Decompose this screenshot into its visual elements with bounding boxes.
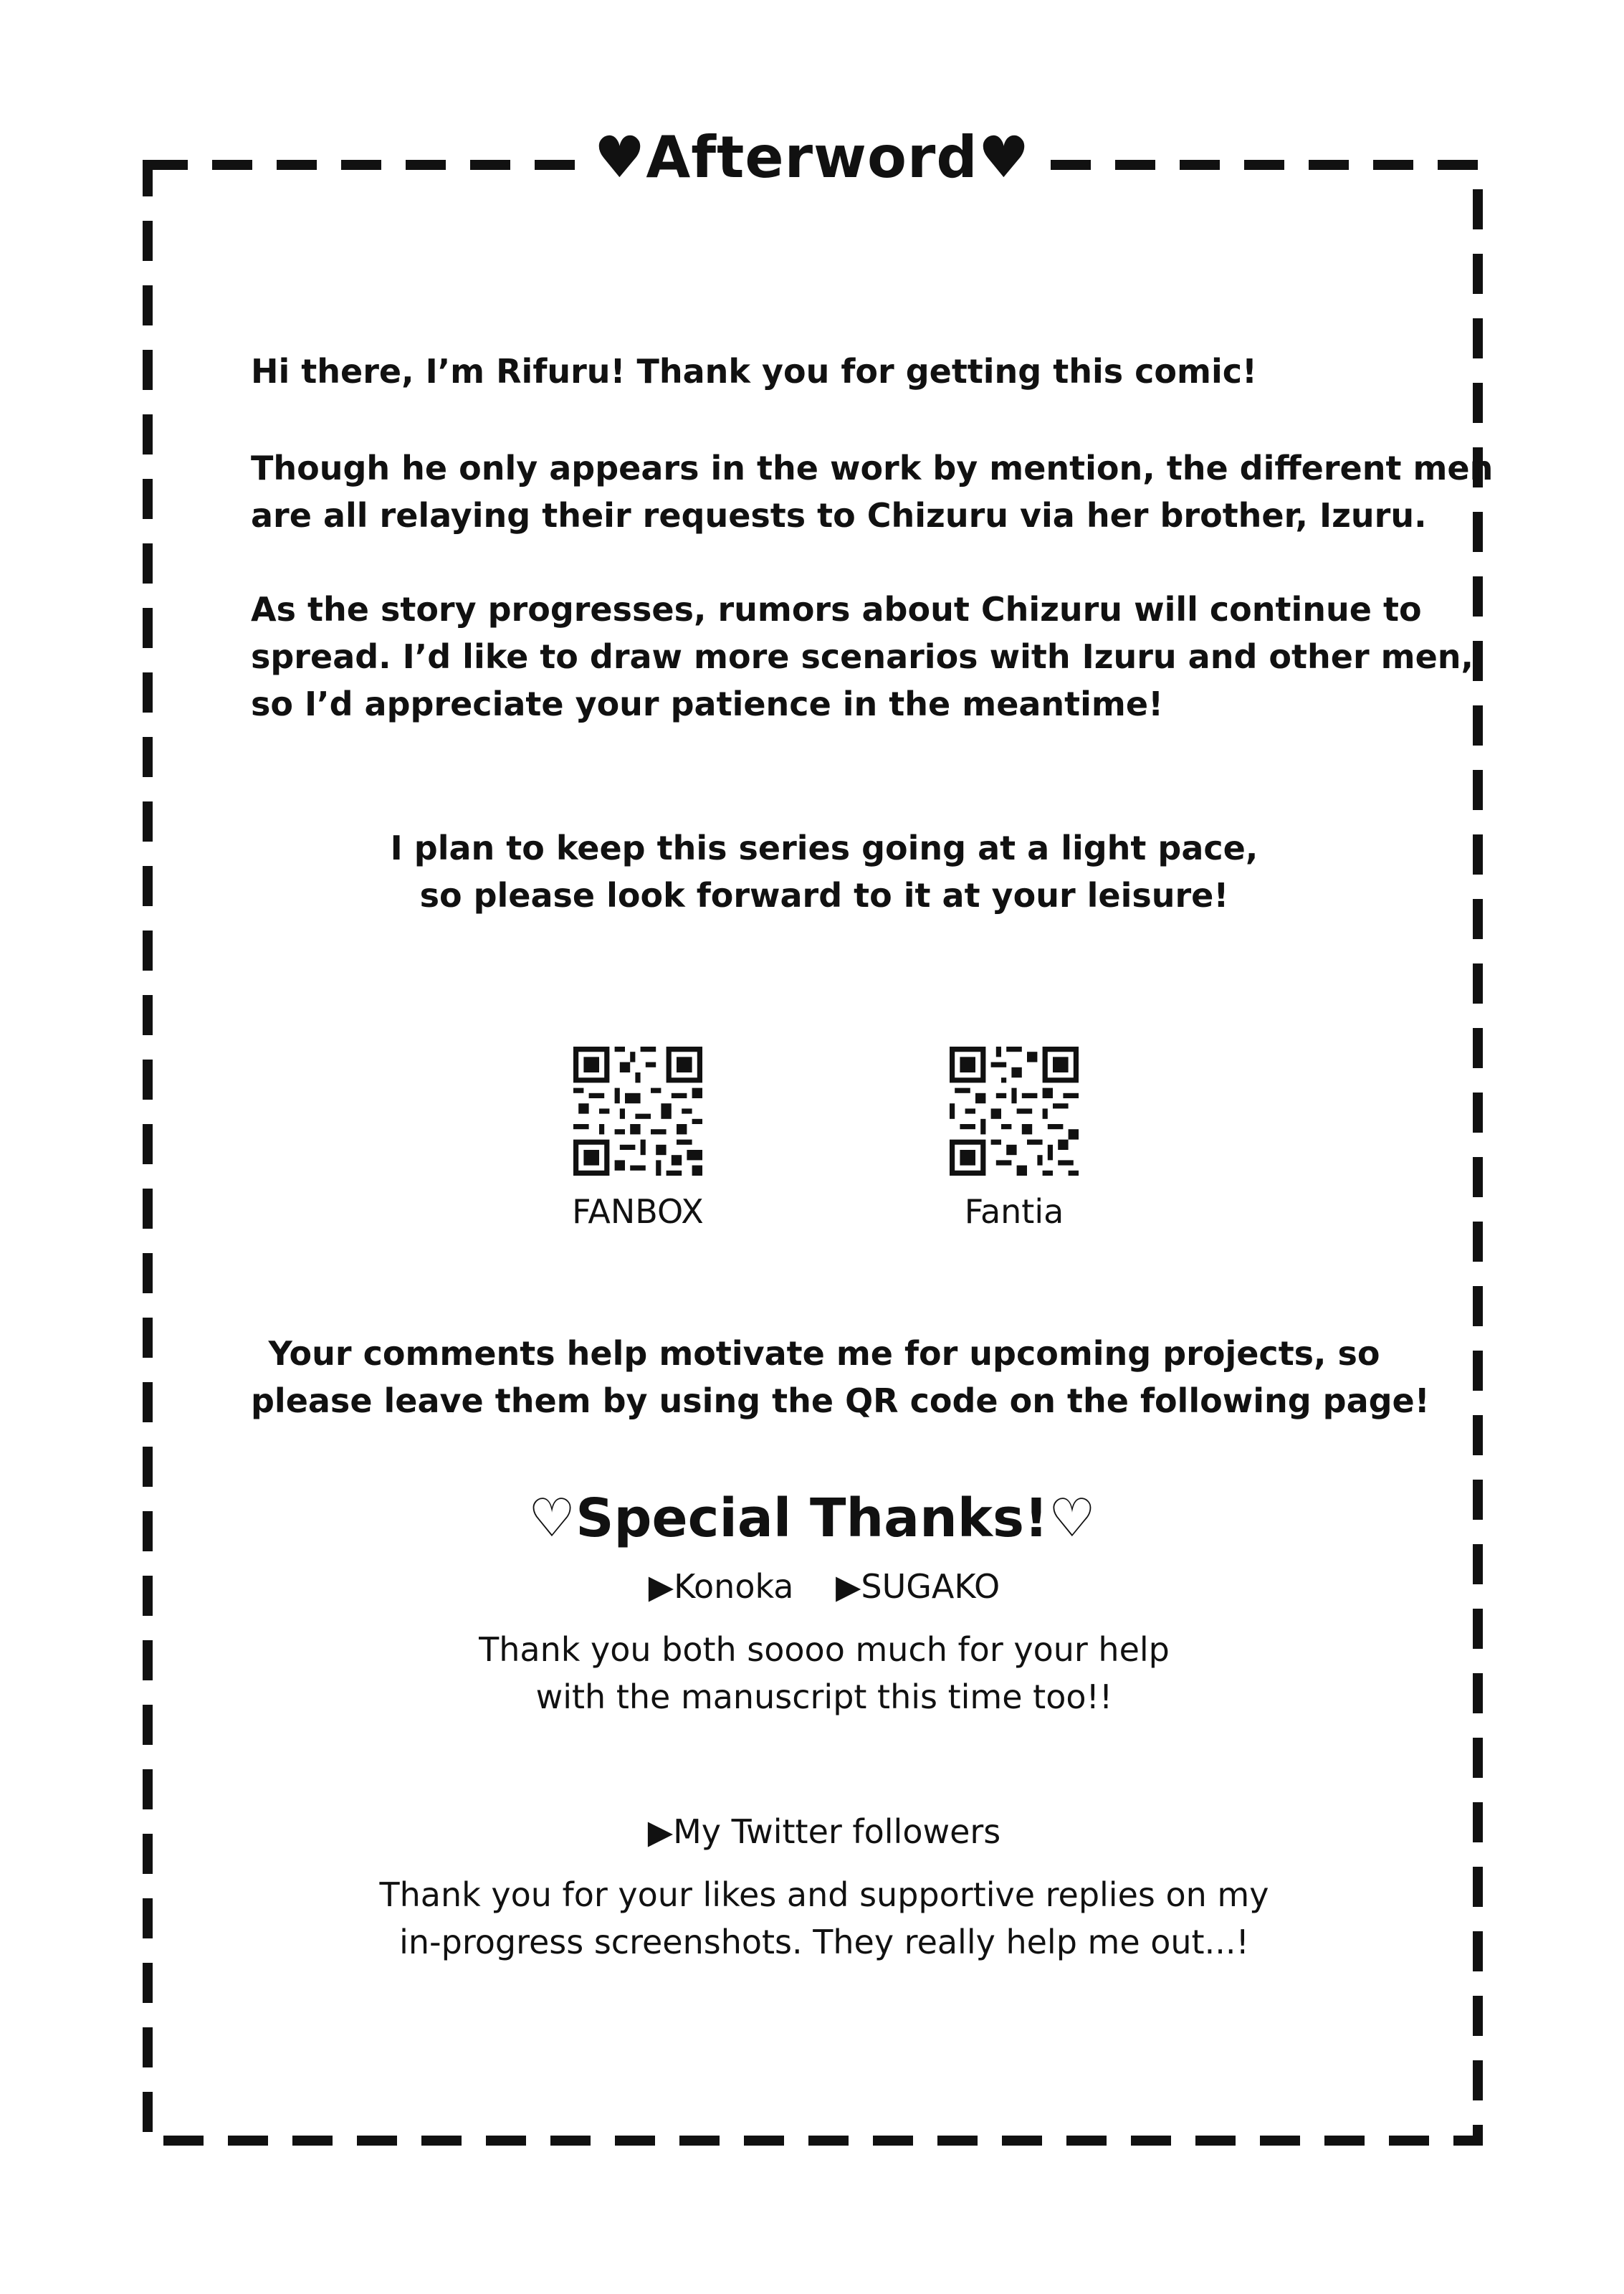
fantia-qr[interactable] <box>935 1047 1093 1233</box>
fanbox-qr-code-icon <box>573 1047 702 1176</box>
thanks-names <box>251 1563 1398 1610</box>
fanbox-label: FANBOX <box>572 1192 704 1231</box>
page-title: ♥Afterword♥ <box>0 115 1624 201</box>
comments-paragraph: Your comments help motivate me for upcoming projects, so please leave them by using the QR code on the following page! <box>251 1334 1430 1420</box>
name-konoka: ▶Konoka <box>648 1567 794 1606</box>
greeting-text: Hi there, I’m Rifuru! Thank you for getting this comic! <box>251 352 1257 391</box>
greeting-paragraph <box>251 348 1398 395</box>
twitter-followers-label: ▶My Twitter followers <box>647 1812 1001 1851</box>
men-mention-paragraph: Though he only appears in the work by mention, the different men are all relaying their requests to Chizuru via her brother, Izuru. <box>251 449 1494 535</box>
series-plan-paragraph: I plan to keep this series going at a light pace, so please look forward to it at your leisure! <box>390 829 1258 915</box>
fantia-qr-code-icon <box>950 1047 1079 1176</box>
special-thanks-heading: ♡Special Thanks!♡ <box>527 1488 1097 1549</box>
story-progress-paragraph: As the story progresses, rumors about Chizuru will continue to spread. I’d like to draw more scenarios with Izuru and other men, so I’d appreciate your patience in the meantime! <box>251 590 1473 723</box>
fanbox-qr[interactable] <box>559 1047 717 1233</box>
names-thanks-message: Thank you both soooo much for your help with the manuscript this time too!! <box>479 1630 1170 1716</box>
name-sugako: ▶SUGAKO <box>836 1567 1000 1606</box>
fantia-label: Fantia <box>964 1192 1064 1231</box>
followers-thanks-message: Thank you for your likes and supportive replies on my in-progress screenshots. They really help me out...! <box>379 1875 1269 1961</box>
